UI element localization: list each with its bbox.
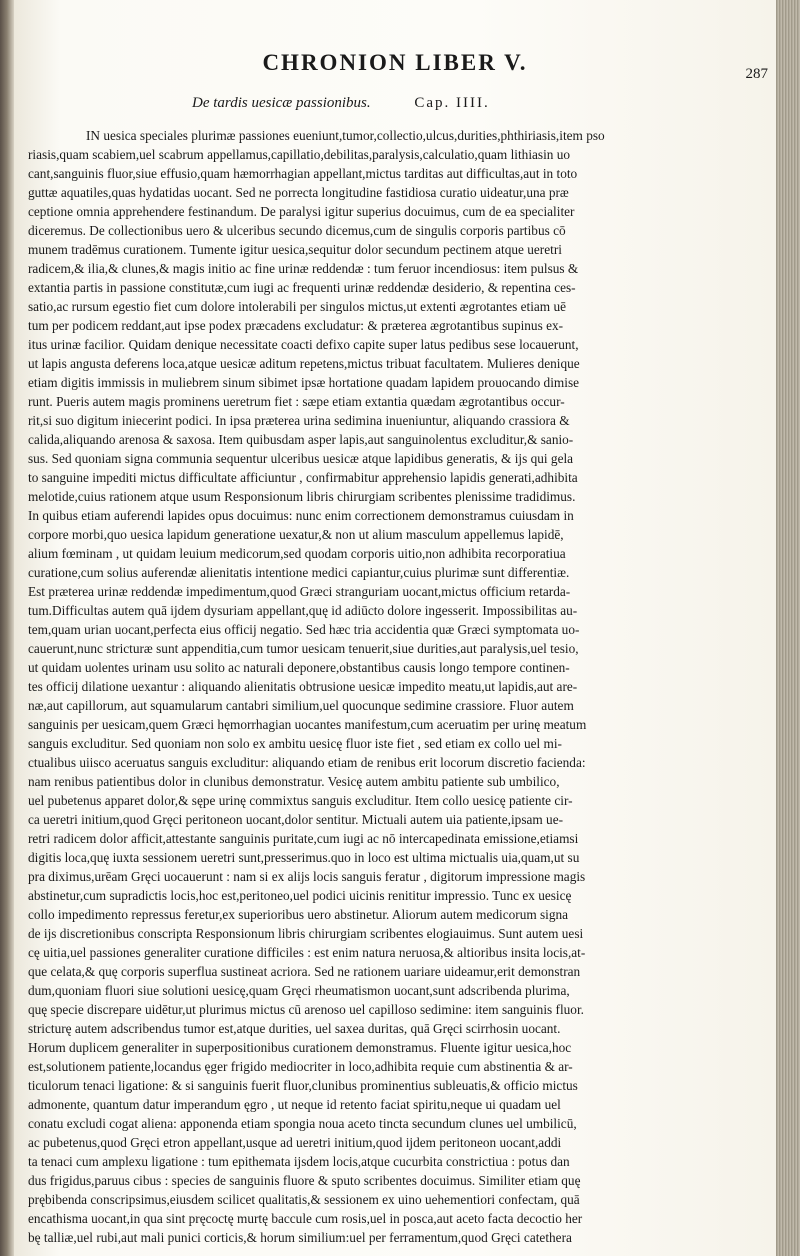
text-line: melotide,cuius rationem atque usum Responsionum libris chirurgiam scribentes plenissime tradidimus. [28,489,576,504]
text-line: bę talliæ,uel rubi,aut mali punici corticis,& horum similium:uel per ferramentum,quod Gręci catethera [28,1230,572,1245]
page-number: 287 [745,66,768,82]
text-line: rit,si suo digitum iniecerint podici. In ipsa præterea urina sedimina inueniuntur, aliquando crassiora & [28,413,570,428]
book-page [14,0,776,1256]
text-line: quę specie discrepare uidētur,ut plurimus mictus cū arenoso uel capilloso sedimine: item sanguinis fluor. [28,1002,584,1017]
text-line: uel pubetenus apparet dolor,& sępe urinę commixtus sanguis excluditur. Item collo uesicę patiente cir- [28,793,573,808]
text-line: Est præterea urinæ reddendæ impedimentum,quod Græci stranguriam uocant,mictus officium retarda- [28,584,571,599]
text-line: est,solutionem patiente,locandus ęger frigido mediocriter in loco,adhibita requie cum abstinentia & ar- [28,1059,573,1074]
text-line: tum per podicem reddant,aut ipse podex præcadens excludatur: & præterea ægrotantibus supinus ex- [28,318,564,333]
page-fore-edge [776,0,800,1256]
text-line: tem,quam urian uocant,perfecta eius officij negatio. Sed hæc tria accidentia quæ Græci symptomata uo- [28,622,580,637]
text-line: to sanguine impediti mictus difficultate afficiuntur , confirmabitur apprehensio lapidis generati,adhibita [28,470,578,485]
text-line: ac pubetenus,quod Gręci etron appellant,usque ad ueretri initium,quod ijdem peritoneon uocant,addi [28,1135,562,1150]
text-line: nam renibus patientibus dolor in clunibus demonstratur. Vesicę autem ambitu patiente sub umbilico, [28,774,560,789]
text-line: ctualibus uiisco aceruatus sanguis excluditur: aliquando etiam de renibus erit locorum discretio facienda: [28,755,586,770]
text-line: næ,aut capillorum, aut squamularum cantabri similium,uel quocunque sedimine crassiore. Fluor autem [28,698,574,713]
text-line: collo impedimento repressus feretur,ex superioribus uero abstinetur. Aliorum autem medicorum signa [28,907,569,922]
text-line: ca ueretri initium,quod Gręci peritoneon uocant,dolor sentitur. Mictuali autem uia patiente,ipsam ue- [28,812,564,827]
text-line: stricturę autem adscribendus tumor est,atque durities, uel saxea duritas, quā Gręci scirrhosin uocant. [28,1021,561,1036]
text-line: calida,aliquando arenosa & saxosa. Item quibusdam asper lapis,aut sanguinolentus excluditur,& sanio- [28,432,574,447]
text-line: abstinetur,cum supradictis locis,hoc est,peritoneo,uel podici uicinis renititur impressio. Tunc ex uesicę [28,888,572,903]
text-line: ticulorum tenaci ligatione: & si sanguinis fuerit fluor,clunibus prominentius subleuatis,& officio mictus [28,1078,578,1093]
text-line: retri radicem dolor afficit,attestante sanguinis puritate,cum iugi ac nō intercapedinata emissione,etiamsi [28,831,579,846]
text-line: digitis loca,quę iuxta sessionem ueretri sunt,presserimus.quo in loco est ultima mictualis uia,quam,ut su [28,850,580,865]
text-line: alium fœminam , ut quidam leuium medicorum,sed quodam corporis uitio,non adhibita recorporatiua [28,546,566,561]
chapter-heading [192,95,752,112]
text-line: ta tenaci cum amplexu ligatione : tum epithemata ijsdem locis,atque cucurbita constrictiua : potus dan [28,1154,570,1169]
text-line: cant,sanguinis fluor,siue effusio,quam hæmorrhagian appellant,mictus tarditas aut difficultas,aut in toto [28,166,578,181]
running-head: CHRONION LIBER V. [262,50,528,75]
text-line: tes officij dilatione uexantur : aliquando alienitatis obtrusione uesicæ impedito meatu,ut lapidis,aut are- [28,679,578,694]
chapter-number: Cap. IIII. [414,95,490,111]
text-line: pra diximus,urēam Gręci uocauerunt : nam si ex alijs locis sanguis feratur , digitorum impressione magis [28,869,586,884]
text-line: cę uitia,uel passiones generaliter curatione difficiles : est enim natura neruosa,& altioribus insita locis,at- [28,945,586,960]
chapter-title: De tardis uesicæ passionibus. [192,95,371,111]
text-line: ut lapis angusta deferens loca,atque uesicæ aditum repetens,mictus tribuat facultatem. Mulieres denique [28,356,580,371]
text-line: munem tradēmus curationem. Tumente igitur uesica,sequitur dolor secundum pectinem atque ueretri [28,242,562,257]
book-binding-edge [0,0,14,1256]
text-line: dum,quoniam fluori siue solutioni uesicę,quam Gręci rheumatismon uocant,sunt adscribenda plurima, [28,983,570,998]
text-line: guttæ aquatiles,quas hydatidas uocant. Sed ne porrecta longitudine fastidiosa curatio uideatur,una præ [28,185,569,200]
text-line: ceptione omnia apprehendere festinandum. De paralysi igitur superius docuimus, cum de ea specialiter [28,204,575,219]
text-line: de ijs discretionibus conscripta Responsionum libris chirurgiam scribentes elogiauimus. Sunt autem uesi [28,926,584,941]
text-line: ut quidam uolentes urinam usu solito ac naturali deponere,obstantibus causis longo tempore continen- [28,660,570,675]
text-line: admonente, quantum datur imperandum ęgro , ut neque id retento faciat spiritu,neque ui quadam uel [28,1097,561,1112]
text-line: sanguis excluditur. Sed quoniam non solo ex ambitu uesicę fluor iste fiet , sed etiam ex collo uel mi- [28,736,562,751]
text-line: corpore morbi,quo uesica lapidum generatione uexatur,& non ut alium masculum appellemus lapidē, [28,527,564,542]
body-text [28,126,768,1245]
text-line: runt. Pueris autem magis prominens ueretrum fiet : sæpe etiam extantia quædam ægrotantibus occur- [28,394,565,409]
text-line: dus frigidus,paruus cibus : species de sanguinis fluore & sputo scribentes docuimus. Similiter etiam quę [28,1173,581,1188]
text-line: radicem,& ilia,& clunes,& magis initio ac fine urinæ reddendæ : tum feruor incendiosus: item pulsus & [28,261,579,276]
text-line: IN uesica speciales plurimæ passiones eueniunt,tumor,collectio,ulcus,durities,phthiriasis,item pso [86,128,605,143]
text-line: conatu excludi cogat aliena: apponenda etiam spongia noua aceto tincta secundum clunes uel umbilicū, [28,1116,577,1131]
text-line: satio,ac rursum egestio fiet cum dolore intolerabili per singulos mictus,ut extenti ægrotantes etiam uē [28,299,567,314]
text-line: encathisma uocant,in qua sint pręcoctę murtę baccule cum rosis,uel in posca,aut aceto facta decoctio her [28,1211,583,1226]
text-line: sanguinis per uesicam,quem Græci hęmorrhagian uocantes manifestum,cum aceruatim per urinę meatum [28,717,587,732]
text-line: itus urinæ facilior. Quidam denique necessitate coacti defixo capite super latus pedibus sese locauerunt, [28,337,579,352]
text-line: cauerunt,nunc stricturæ sunt appenditia,cum tumor uesicam tenuerit,siue durities,aut paralysis,uel tesio, [28,641,579,656]
text-line: In quibus etiam auferendi lapides opus docuimus: nunc enim correctionem demonstramus cuiusdam in [28,508,574,523]
text-line: que celata,& quę corporis superflua sustineat acriora. Sed ne rationem uariare uideamur,erit demonstran [28,964,581,979]
text-line: tum.Difficultas autem quā ijdem dysuriam appellant,quę id adiūcto dolore ingesserit. Impossibilitas au- [28,603,578,618]
text-line: etiam digitis immissis in muliebrem sinum sibimet ipsæ hortatione quadam lapidem prouocando dimise [28,375,580,390]
text-line: prębibenda conscripsimus,eiusdem scilicet qualitatis,& sessionem ex uino uehementiori confectam, quā [28,1192,580,1207]
text-line: diceremus. De collectionibus uero & ulceribus secundo dicemus,cum de singulis corporis partibus cō [28,223,566,238]
text-line: sus. Sed quoniam signa communia sequentur ulceribus uesicæ atque lapidibus generatis, & ijs qui gela [28,451,574,466]
text-line: curatione,cum solius auferendæ alienitatis intentione medici capiantur,cuius plurimæ sunt differentiæ. [28,565,570,580]
text-line: riasis,quam scabiem,uel scabrum appellamus,capillatio,debilitas,paralysis,calculatio,quam lithiasin uo [28,147,571,162]
text-line: Horum duplicem generaliter in superpositionibus curationem demonstramus. Fluente igitur uesica,hoc [28,1040,572,1055]
text-line: extantia partis in passione constitutæ,cum iugi ac frequenti urinæ reddendæ desiderio, & repentina ces- [28,280,576,295]
